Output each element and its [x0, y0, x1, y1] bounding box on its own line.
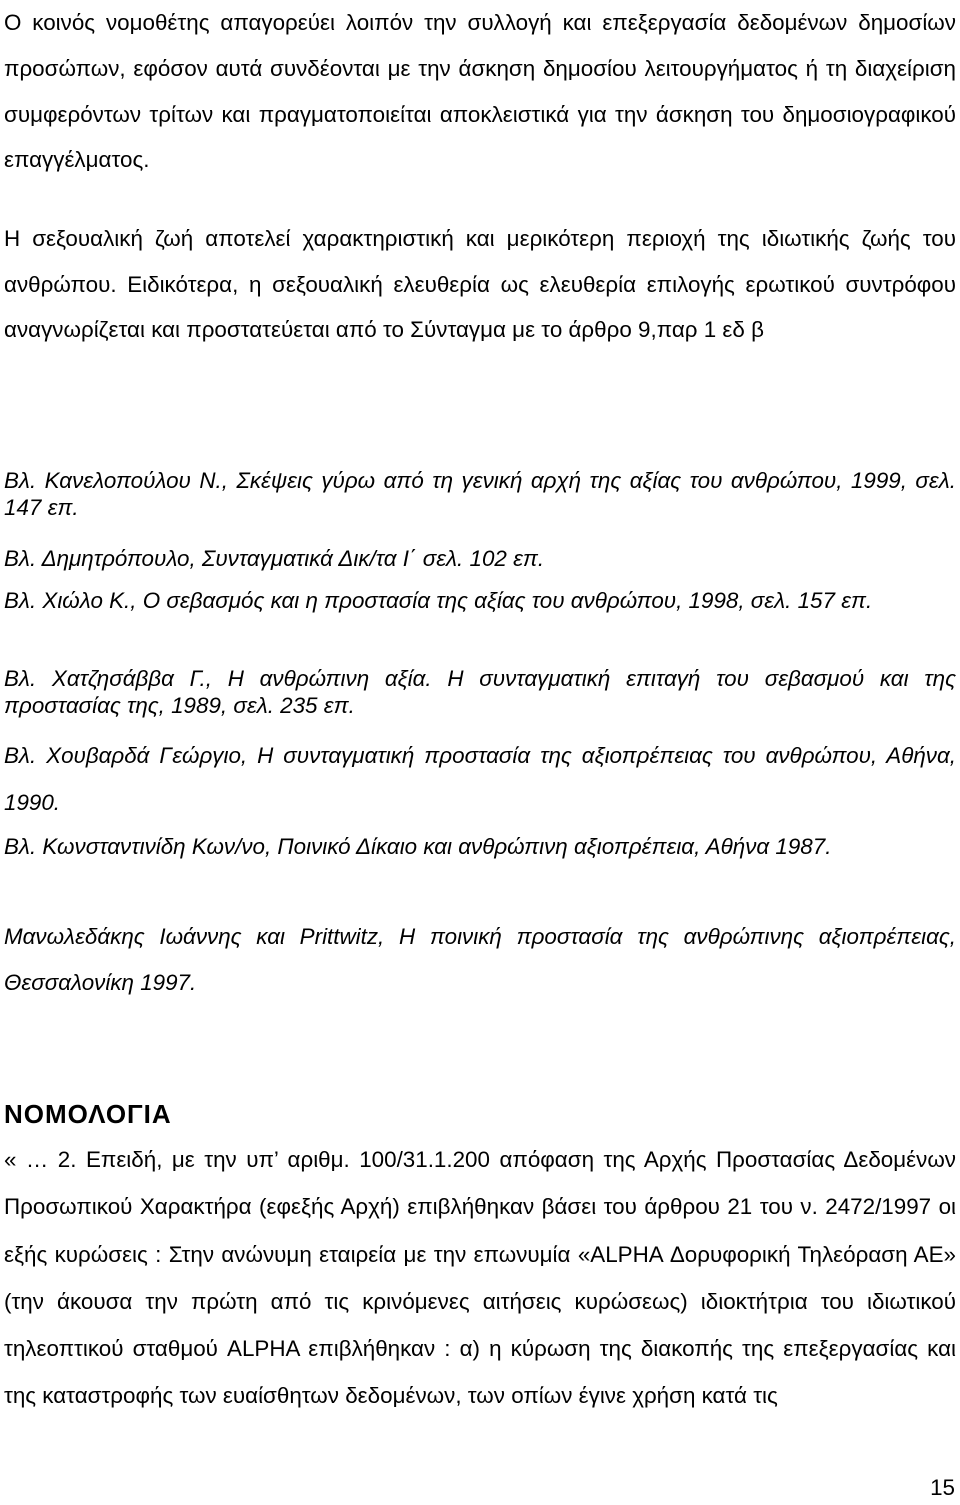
reference-note-3: Βλ. Χιώλο Κ., Ο σεβασμός και η προστασία της αξίας του ανθρώπου, 1998, σελ. 157 επ. — [4, 588, 873, 613]
reference-note-5: Βλ. Χουβαρδά Γεώργιο, Η συνταγματική προστασία της αξιοπρέπειας του ανθρώπου, Αθήνα, 1990. — [4, 743, 956, 815]
reference-note-4: Βλ. Χατζησάββα Γ., Η ανθρώπινη αξία. Η συνταγματική επιταγή του σεβασμού και της προστασίας της, 1989, σελ. 235 επ. — [4, 666, 956, 718]
section-heading: ΝΟΜΟΛΟΓΙΑ — [4, 1099, 172, 1129]
case-law-paragraph: « … 2. Επειδή, με την υπ’ αριθμ. 100/31.1.200 απόφαση της Αρχής Προστασίας Δεδομένων Προσωπικού Χαρακτήρα (εφεξής Αρχή) επιβλήθηκαν βάσει του άρθρου 21 του ν. 2472/1997 οι εξής κυρώσεις : Στην ανώνυμη εταιρεία με την επωνυμία «ALPHA Δορυφορική Τηλεόραση ΑΕ» (την άκουσα την πρώτη από τις κρινόμενες αιτήσεις κυρώσεως) ιδιοκτήτρια του ιδιωτικού τηλεοπτικού σταθμού ALPHA επιβλήθηκαν : α) η κύρωση της διακοπής της επεξεργασίας και της καταστροφής των ευαίσθητων δεδομένων, των οπίων έγινε χρήση κατά τις — [4, 1147, 956, 1409]
reference-note-2: Βλ. Δημητρόπουλο, Συνταγματικά Δικ/τα Ι΄ σελ. 102 επ. — [4, 546, 545, 571]
page-number: 15 — [930, 1475, 955, 1500]
reference-note-6: Βλ. Κωνσταντινίδη Κων/νο, Ποινικό Δίκαιο και ανθρώπινη αξιοπρέπεια, Αθήνα 1987. — [4, 834, 832, 859]
reference-note-1: Βλ. Κανελοπούλου Ν., Σκέψεις γύρω από τη γενική αρχή της αξίας του ανθρώπου, 1999, σελ. 147 επ. — [4, 468, 956, 520]
body-paragraph-1: Ο κοινός νομοθέτης απαγορεύει λοιπόν την συλλογή και επεξεργασία δεδομένων δημοσίων προσώπων, εφόσον αυτά συνδέονται με την άσκηση δημοσίου λειτουργήματος ή τη διαχείριση συμφερόντων τρίτων και πραγματοποιείται αποκλειστικά για την άσκηση του δημοσιογραφικού επαγγέλματος. — [4, 10, 956, 173]
body-paragraph-2: Η σεξουαλική ζωή αποτελεί χαρακτηριστική και μερικότερη περιοχή της ιδιωτικής ζωής του ανθρώπου. Ειδικότερα, η σεξουαλική ελευθερία ως ελευθερία επιλογής ερωτικού συντρόφου αναγνωρίζεται και προστατεύεται από το Σύνταγμα με το άρθρο 9,παρ 1 εδ β — [4, 226, 956, 343]
reference-note-7: Μανωλεδάκης Ιωάννης και Prittwitz, Η ποινική προστασία της ανθρώπινης αξιοπρέπειας, Θεσσαλονίκη 1997. — [4, 924, 956, 995]
